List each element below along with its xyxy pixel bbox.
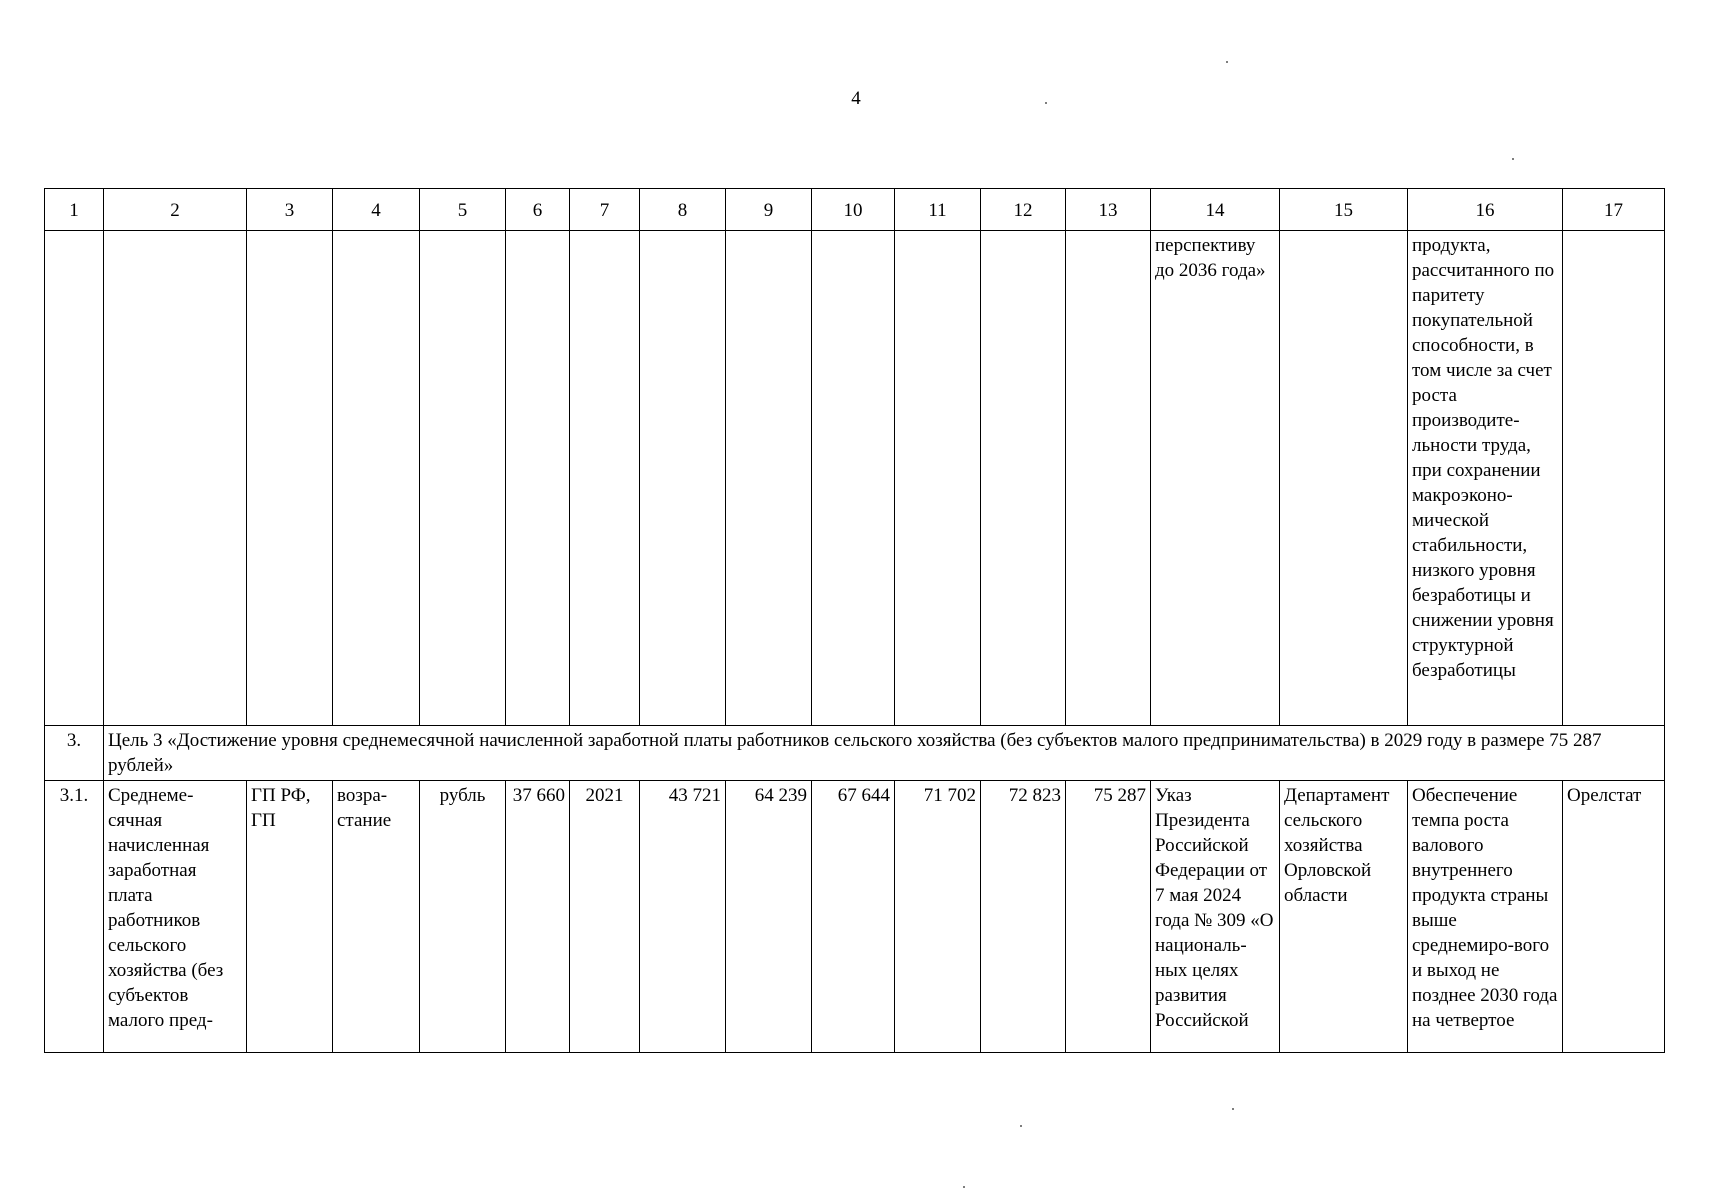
value-cell: 75 287 bbox=[1066, 781, 1151, 1053]
header-cell: 8 bbox=[640, 189, 726, 231]
value-cell: 43 721 bbox=[640, 781, 726, 1053]
goal-text: Цель 3 «Достижение уровня среднемесячной начисленной заработной платы работников сельского хозяйства (без субъектов малого предпринимательства) в 2029 году в размере 75 287 рублей» bbox=[104, 726, 1665, 781]
header-row bbox=[45, 189, 1665, 231]
empty-cell bbox=[333, 231, 420, 726]
empty-cell bbox=[104, 231, 247, 726]
value-cell: 67 644 bbox=[812, 781, 895, 1053]
goal-row bbox=[45, 726, 1665, 781]
header-cell: 16 bbox=[1408, 189, 1563, 231]
value-cell: 71 702 bbox=[895, 781, 981, 1053]
document-continuation: перспективу до 2036 года» bbox=[1151, 231, 1280, 726]
scan-speck bbox=[1232, 1108, 1234, 1110]
empty-cell bbox=[1563, 231, 1665, 726]
indicators-table bbox=[44, 188, 1665, 1053]
continuation-row bbox=[45, 231, 1665, 726]
header-cell: 4 bbox=[333, 189, 420, 231]
scan-speck bbox=[1020, 1125, 1022, 1127]
header-cell: 10 bbox=[812, 189, 895, 231]
header-cell: 13 bbox=[1066, 189, 1151, 231]
header-cell: 17 bbox=[1563, 189, 1665, 231]
responsible-body: Департамент сельского хозяйства Орловской области bbox=[1280, 781, 1408, 1053]
header-cell: 14 bbox=[1151, 189, 1280, 231]
header-cell: 2 bbox=[104, 189, 247, 231]
indicator-level: ГП РФ, ГП bbox=[247, 781, 333, 1053]
empty-cell bbox=[570, 231, 640, 726]
header-cell: 12 bbox=[981, 189, 1066, 231]
scan-speck bbox=[1045, 102, 1047, 104]
empty-cell bbox=[640, 231, 726, 726]
header-cell: 3 bbox=[247, 189, 333, 231]
empty-cell bbox=[812, 231, 895, 726]
indicator-number: 3.1. bbox=[45, 781, 104, 1053]
national-goal-link: Обеспечение темпа роста валового внутреннего продукта страны выше среднемиро-вого и выход не позднее 2030 года на четвертое bbox=[1408, 781, 1563, 1053]
goal-number: 3. bbox=[45, 726, 104, 781]
empty-cell bbox=[45, 231, 104, 726]
header-cell: 5 bbox=[420, 189, 506, 231]
empty-cell bbox=[1280, 231, 1408, 726]
empty-cell bbox=[420, 231, 506, 726]
indicator-unit: рубль bbox=[420, 781, 506, 1053]
base-value: 37 660 bbox=[506, 781, 570, 1053]
scan-speck bbox=[1226, 61, 1228, 63]
header-cell: 7 bbox=[570, 189, 640, 231]
scan-speck bbox=[963, 1186, 965, 1188]
value-cell: 64 239 bbox=[726, 781, 812, 1053]
indicator-name: Среднеме-сячная начисленная заработная плата работников сельского хозяйства (без субъектов малого пред- bbox=[104, 781, 247, 1053]
empty-cell bbox=[1066, 231, 1151, 726]
base-year: 2021 bbox=[570, 781, 640, 1053]
empty-cell bbox=[506, 231, 570, 726]
empty-cell bbox=[981, 231, 1066, 726]
indicator-row bbox=[45, 781, 1665, 1053]
empty-cell bbox=[895, 231, 981, 726]
indicator-document: Указ Президента Российской Федерации от 7 мая 2024 года № 309 «О националь-ных целях развития Российской bbox=[1151, 781, 1280, 1053]
header-cell: 15 bbox=[1280, 189, 1408, 231]
header-cell: 11 bbox=[895, 189, 981, 231]
header-cell: 9 bbox=[726, 189, 812, 231]
scan-speck bbox=[1512, 158, 1514, 160]
info-system: Орелстат bbox=[1563, 781, 1665, 1053]
indicator-trend: возра-стание bbox=[333, 781, 420, 1053]
header-cell: 1 bbox=[45, 189, 104, 231]
page-number: 4 bbox=[851, 88, 861, 109]
link-continuation: продукта, рассчитанного по паритету покупательной способности, в том числе за счет роста производите-льности труда, при сохранении макроэконо-мической стабильности, низкого уровня безработицы и снижении уровня структурной безработицы bbox=[1408, 231, 1563, 726]
header-cell: 6 bbox=[506, 189, 570, 231]
empty-cell bbox=[247, 231, 333, 726]
empty-cell bbox=[726, 231, 812, 726]
value-cell: 72 823 bbox=[981, 781, 1066, 1053]
